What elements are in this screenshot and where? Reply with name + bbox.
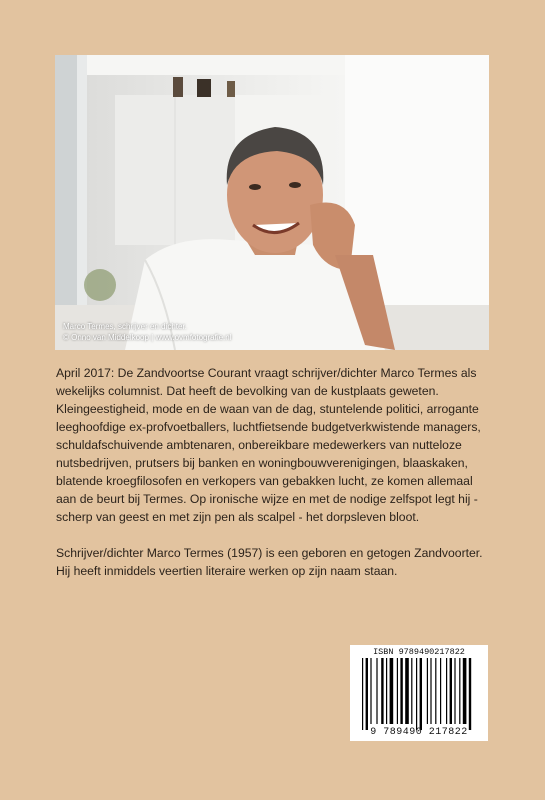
barcode-bar — [366, 658, 368, 730]
barcode-bar — [420, 658, 422, 730]
barcode-bar — [370, 658, 371, 724]
barcode-bar — [459, 658, 460, 724]
isbn-label: ISBN 9789490217822 — [373, 647, 465, 657]
photo-caption-line1: Marco Termes, schrijver en dichter. — [63, 322, 187, 331]
barcode-bar — [440, 658, 441, 724]
photo-caption-line2: © Onno van Middelkoop | www.ovmfotografie.nl — [63, 333, 232, 342]
barcode-bar — [362, 658, 363, 730]
barcode-bar — [469, 658, 471, 730]
author-photo — [55, 55, 489, 350]
barcode-bar — [435, 658, 436, 724]
barcode-bar — [411, 658, 412, 724]
barcode-bar — [463, 658, 467, 724]
barcode-digit-first: 9 — [370, 727, 377, 738]
barcode-bar — [400, 658, 402, 724]
barcode-bar — [416, 658, 417, 730]
blurb-paragraph-2: Schrijver/dichter Marco Termes (1957) is een geboren en getogen Zandvoorter. Hij heeft inmiddels veertien literaire werken op zijn naam staan. — [56, 546, 483, 578]
barcode-bar — [427, 658, 428, 724]
barcode-digits-left: 789490 — [383, 727, 423, 738]
barcode-bar — [430, 658, 431, 724]
photo-caption — [63, 321, 232, 343]
barcode-bars — [360, 658, 480, 730]
barcode-bar — [376, 658, 377, 724]
barcode-bar — [446, 658, 447, 724]
barcode-digits-right: 217822 — [428, 727, 468, 738]
barcode-bar — [454, 658, 455, 724]
barcode-bar — [405, 658, 409, 724]
barcode-bar — [397, 658, 398, 724]
barcode-bar — [386, 658, 387, 724]
isbn-barcode — [350, 645, 488, 741]
back-cover-blurb — [56, 364, 496, 598]
barcode-bar — [381, 658, 383, 724]
barcode-digits — [350, 727, 488, 738]
barcode-bar — [450, 658, 452, 724]
barcode-bar — [390, 658, 394, 724]
author-photo-image — [55, 55, 489, 350]
blurb-paragraph-1: April 2017: De Zandvoortse Courant vraagt schrijver/dichter Marco Termes als wekelijks columnist. Dat heeft de bevolking van de kustplaats geweten. Kleingeestigheid, mode en de waan van de dag, stuntelende politici, arrogante leeghoofdige ex-profvoetballers, luchtfietsende budgetverkwistende managers, schuldafschuivende ambtenaren, onbereikbare medewerkers van nutteloze nutsbedrijven, prutsers bij banken en woningbouwverenigingen, blaaskaken, blatende kroegfilosofen en verkopers van gebakken lucht, ze komen allemaal aan de beurt bij Termes. Op ironische wijze en met de nodige zelfspot legt hij - scherp van geest en met zijn pen als scalpel - het dorpsleven bloot. — [56, 366, 481, 524]
